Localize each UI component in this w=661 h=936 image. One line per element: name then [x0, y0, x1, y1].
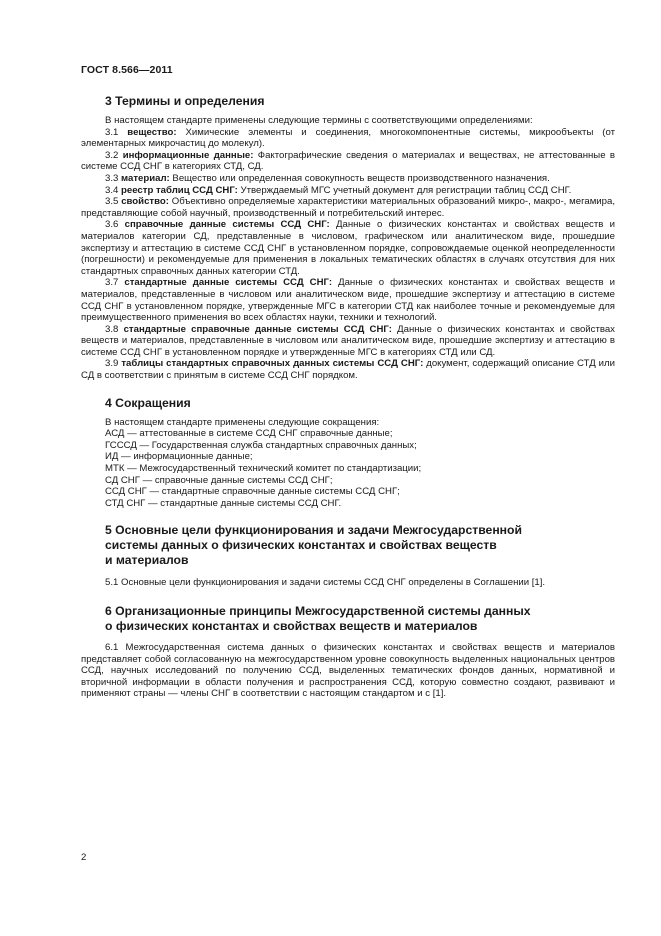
abbreviation-item: СД СНГ — справочные данные системы ССД СНГ; — [105, 474, 333, 486]
term-definition: Вещество или определенная совокупность веществ производственного назначения. — [169, 172, 550, 184]
abbreviation-list — [81, 428, 615, 509]
term-list — [81, 127, 615, 382]
term-name: информационные данные: — [122, 149, 254, 161]
term-name: свойство: — [121, 196, 169, 208]
term-definition: Объективно определяемые характеристики материальных образований микро-, макро-, мегамира, представляющие собой научный, производственный и потребительский интерес. — [81, 196, 616, 219]
section-4-intro: В настоящем стандарте применены следующие сокращения: — [105, 416, 380, 428]
document-body — [81, 94, 615, 700]
term-definition: Утверждаемый МГС учетный документ для регистрации таблиц ССД СНГ. — [237, 184, 572, 196]
paragraph-5-1: 5.1 Основные цели функционирования и задачи системы ССД СНГ определены в Соглашении [1]. — [105, 577, 546, 589]
term-3-2: 3.2 информационные данные: Фактографические сведения о материалах и веществах, не аттестованные в системе ССД СНГ в категориях СТД, СД. — [81, 149, 615, 173]
standard-designation: ГОСТ 8.566—2011 — [81, 64, 173, 76]
term-3-9: 3.9 таблицы стандартных справочных данных системы ССД СНГ: документ, содержащий описание СТД или СД в соответствии с принятым в системе ССД СНГ порядком. — [81, 358, 615, 382]
term-definition: Данные о физических константах и свойствах веществ и материалов, представленные в числовом или аналитическом виде, прошедшие экспертизу и аттестацию в системе ССД СНГ в установленном порядке, утвержденные МГС в категории СТД как наиболее точные и рекомендуемые для преимущественного применения во всех областях науки, техники и технологий. — [81, 277, 616, 324]
paragraph-6-1: 6.1 Межгосударственная система данных о физических константах и свойствах веществ и материалов представляет собой согласованную на межгосударственном уровне совокупность выделенных национальных центров ССД, научных исследований по получению ССД, выделенных тематических фондов данных, нормативной и вторичной информации в области получения и распространения ССД, которую совместно создают, развивают и применяют страны — члены СНГ в соответствии с настоящим стандартом и с [1]. — [81, 642, 615, 700]
term-3-1: 3.1 вещество: Химические элементы и соединения, многокомпонентные системы, микрообъекты (от элементарных микрочастиц до молекул). — [81, 126, 615, 150]
section-3-intro: В настоящем стандарте применены следующие термины с соответствующими определениями: — [105, 115, 533, 126]
term-definition: Данные о физических константах и свойствах веществ и материалов, представленные в числовом или аналитическом виде, прошедшие экспертизу и аттестацию в системе ССД СНГ в установленном порядке и утвержденные МГС в категориях СТД или СД. — [81, 323, 615, 358]
abbreviation-item: СТД СНГ — стандартные данные системы ССД СНГ. — [105, 497, 342, 509]
term-3-8: 3.8 стандартные справочные данные системы ССД СНГ: Данные о физических константах и свойствах веществ и материалов, представленные в числовом или аналитическом виде, прошедшие экспертизу и аттестацию в системе ССД СНГ в установленном порядке и утвержденные МГС в категориях СТД или СД. — [81, 323, 615, 358]
term-definition: Химические элементы и соединения, многокомпонентные системы, микрообъекты (от элементарных микрочастиц до молекул). — [81, 126, 615, 150]
term-name: стандартные справочные данные системы ССД СНГ: — [123, 323, 392, 335]
term-name: материал: — [121, 172, 170, 184]
term-definition: Данные о физических константах и свойствах веществ и материалов категории СД, представленные в числовом, графическом или аналитическом виде, прошедшие экспертизу и аттестацию в системе ССД СНГ в установленном порядке, сопровождаемые оценкой неопределенности (погрешности) и рекомендуемые для применения в локальных тематических областях в случаях отсутствия для них стандартных справочных данных категории СТД. — [81, 219, 615, 277]
section-4-title: 4 Сокращения — [105, 395, 191, 410]
abbreviation-item: МТК — Межгосударственный технический комитет по стандартизации; — [105, 463, 422, 475]
term-definition: Фактографические сведения о материалах и веществах, не аттестованные в системе ССД СНГ в категориях СТД, СД. — [81, 149, 615, 173]
abbreviation-item: ГСССД — Государственная служба стандартных справочных данных; — [105, 439, 417, 451]
abbreviation-item: ССД СНГ — стандартные справочные данные системы ССД СНГ; — [105, 486, 400, 498]
term-name: таблицы стандартных справочных данных системы ССД СНГ: — [121, 358, 424, 370]
section-6-title: 6 Организационные принципы Межгосударственной системы данных о физических константах и свойствах веществ и материалов — [105, 604, 531, 633]
term-3-5: 3.5 свойство: Объективно определяемые характеристики материальных образований микро-, макро-, мегамира, представляющие собой научный, производственный и потребительский интерес. — [81, 196, 616, 219]
page-number: 2 — [81, 852, 87, 863]
term-definition: документ, содержащий описание СТД или СД в соответствии с принятым в системе ССД СНГ порядком. — [81, 358, 615, 382]
term-name: справочные данные системы ССД СНГ: — [124, 219, 330, 231]
section-5-title: 5 Основные цели функционирования и задачи Межгосударственной системы данных о физических константах и свойствах веществ и материалов — [105, 523, 522, 568]
abbreviation-item: АСД — аттестованные в системе ССД СНГ справочные данные; — [105, 428, 393, 440]
term-name: реестр таблиц ССД СНГ: — [121, 184, 238, 196]
section-3-title: 3 Термины и определения — [105, 94, 265, 108]
abbreviation-item: ИД — информационные данные; — [105, 451, 253, 463]
term-3-3: 3.3 материал: Вещество или определенная совокупность веществ производственного назначения. — [105, 172, 550, 184]
term-3-6: 3.6 справочные данные системы ССД СНГ: Данные о физических константах и свойствах веществ и материалов категории СД, представленные в числовом, графическом или аналитическом виде, прошедшие экспертизу и аттестацию в системе ССД СНГ в установленном порядке, сопровождаемые оценкой неопределенности (погрешности) и рекомендуемые для применения в локальных тематических областях в случаях отсутствия для них стандартных справочных данных категории СТД. — [81, 219, 615, 277]
term-name: вещество: — [127, 126, 177, 138]
term-3-7: 3.7 стандартные данные системы ССД СНГ: Данные о физических константах и свойствах веществ и материалов, представленные в числовом или аналитическом виде, прошедшие экспертизу и аттестацию в системе ССД СНГ в установленном порядке, утвержденные МГС в категории СТД как наиболее точные и рекомендуемые для преимущественного применения во всех областях науки, техники и технологий. — [81, 277, 616, 324]
term-name: стандартные данные системы ССД СНГ: — [124, 277, 333, 289]
term-3-4: 3.4 реестр таблиц ССД СНГ: Утверждаемый МГС учетный документ для регистрации таблиц ССД СНГ. — [105, 184, 572, 196]
